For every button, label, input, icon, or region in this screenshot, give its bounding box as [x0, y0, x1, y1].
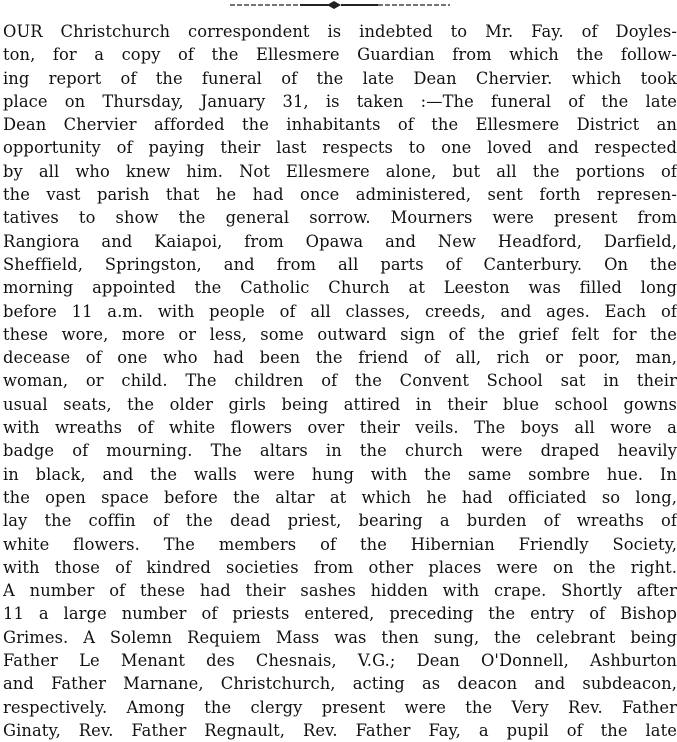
article-line: place on Thursday, January 31, is taken :—The funeral of the late — [3, 91, 677, 111]
article-line: tatives to show the general sorrow. Mourners were present from — [3, 208, 677, 228]
article-line: the open space before the altar at which he had officiated so long, — [3, 487, 677, 507]
article-line: morning appointed the Catholic Church at Leeston was filled long — [3, 278, 677, 298]
article-line: Sheffield, Springston, and from all parts of Canterbury. On the — [3, 254, 677, 274]
article-line: Grimes. A Solemn Requiem Mass was then sung, the celebrant being — [3, 627, 677, 647]
article-line: these wore, more or less, some outward sign of the grief felt for the — [3, 324, 677, 344]
article-line: badge of mourning. The altars in the church were draped heavily — [3, 441, 677, 461]
article-line: Rangiora and Kaiapoi, from Opawa and New Headford, Darfield, — [3, 231, 677, 251]
article-line: with wreaths of white flowers over their veils. The boys all wore a — [3, 418, 677, 438]
article-line: lay the coffin of the dead priest, bearing a burden of wreaths of — [3, 511, 677, 531]
article-line: OUR Christchurch correspondent is indebted to Mr. Fay. of Doyles- — [3, 22, 677, 41]
article-line: with those of kindred societies from other places were on the right. — [3, 557, 677, 577]
article-line: opportunity of paying their last respects to one loved and respected — [3, 138, 677, 158]
article-line: decease of one who had been the friend of all, rich or poor, man, — [3, 348, 677, 368]
article-body — [3, 20, 677, 742]
article-line: usual seats, the older girls being attired in their blue school gowns — [3, 394, 677, 414]
article-line: respectively. Among the clergy present were the Very Rev. Father — [3, 697, 677, 717]
article-line: the vast parish that he had once administered, sent forth represen- — [3, 185, 677, 205]
article-line: before 11 a.m. with people of all classes, creeds, and ages. Each of — [3, 301, 677, 321]
article-line: ing report of the funeral of the late Dean Chervier. which took — [3, 68, 677, 88]
article-line: 11 a large number of priests entered, preceding the entry of Bishop — [3, 604, 677, 624]
article-line: woman, or child. The children of the Convent School sat in their — [3, 371, 677, 391]
article-line: Ginaty, Rev. Father Regnault, Rev. Father Fay, a pupil of the late — [3, 720, 677, 740]
article-line: and Father Marnane, Christchurch, acting as deacon and subdeacon, — [3, 674, 677, 694]
article-line: Dean Chervier afforded the inhabitants of the Ellesmere District an — [3, 115, 677, 135]
article-line: in black, and the walls were hung with the same sombre hue. In — [3, 464, 677, 484]
article-line: by all who knew him. Not Ellesmere alone, but all the portions of — [3, 161, 677, 181]
article-line: Father Le Menant des Chesnais, V.G.; Dean O'Donnell, Ashburton — [3, 651, 677, 671]
article-line: ton, for a copy of the Ellesmere Guardian from which the follow- — [3, 45, 677, 65]
article-line: A number of these had their sashes hidden with crape. Shortly after — [3, 581, 677, 601]
article-line: white flowers. The members of the Hibernian Friendly Society, — [3, 534, 677, 554]
header-ornament — [0, 0, 677, 14]
